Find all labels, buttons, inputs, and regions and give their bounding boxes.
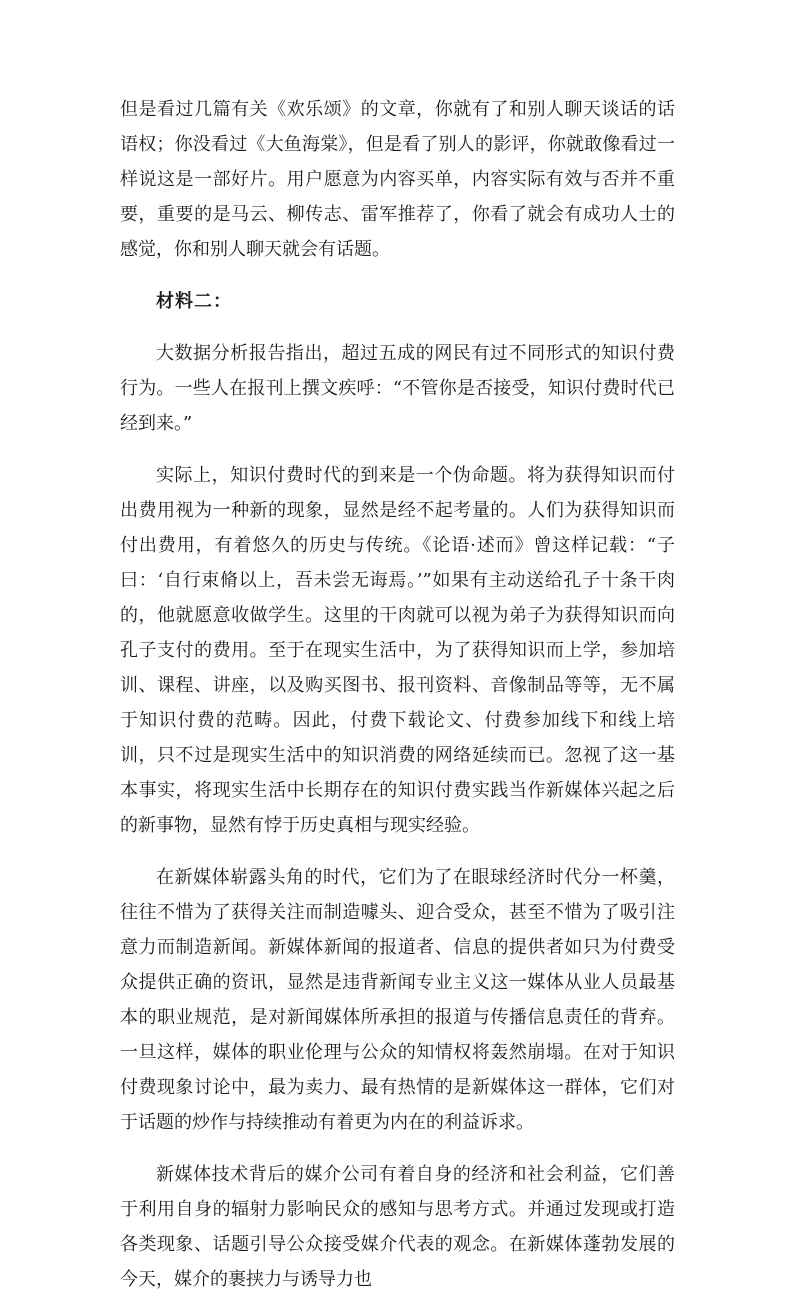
paragraph-big-data-report: 大数据分析报告指出，超过五成的网民有过不同形式的知识付费行为。一些人在报刊上撰文疾呼：“不管你是否接受，知识付费时代已经到来。” [120, 343, 675, 434]
paragraph-new-media-era: 在新媒体崭露头角的时代，它们为了在眼球经济时代分一杯羹，往往不惜为了获得关注而制造噱头、迎合受众，甚至不惜为了吸引注意力而制造新闻。新媒体新闻的报道者、信息的提供者如只为付费受众提供正确的资讯，显然是违背新闻专业主义这一媒体从业人员最基本的职业规范，是对新闻媒体所承担的报道与传播信息责任的背弃。一旦这样，媒体的职业伦理与公众的知情权将轰然崩塌。在对于知识付费现象讨论中，最为卖力、最有热情的是新媒体这一群体，它们对于话题的炒作与持续推动有着更为内在的利益诉求。 [120, 867, 675, 1133]
paragraph-continuation: 但是看过几篇有关《欢乐颂》的文章，你就有了和别人聊天谈话的话语权；你没看过《大鱼海棠》，但是看了别人的影评，你就敢像看过一样说这是一部好片。用户愿意为内容买单，内容实际有效与否并不重要，重要的是马云、柳传志、雷军推荐了，你看了就会有成功人士的感觉，你和别人聊天就会有话题。 [120, 99, 675, 260]
paragraph-media-companies: 新媒体技术背后的媒介公司有着自身的经济和社会利益，它们善于利用自身的辐射力影响民众的感知与思考方式。并通过发现或打造各类现象、话题引导公众接受媒介代表的观念。在新媒体蓬勃发展的今天，媒介的裹挟力与诱导力也 [120, 1164, 675, 1290]
document-body [120, 92, 675, 1314]
section-heading-material-two: 材料二： [156, 291, 232, 312]
paragraph-pseudo-proposition: 实际上，知识付费时代的到来是一个伪命题。将为获得知识而付出费用视为一种新的现象，显然是经不起考量的。人们为获得知识而付出费用，有着悠久的历史与传统。《论语·述而》曾这样记载：“子曰：‘自行束脩以上，吾未尝无诲焉。’”如果有主动送给孔子十条干肉的，他就愿意收做学生。这里的干肉就可以视为弟子为获得知识而向孔子支付的费用。至于在现实生活中，为了获得知识而上学，参加培训、课程、讲座，以及购买图书、报刊资料、音像制品等等，无不属于知识付费的范畴。因此，付费下载论文、付费参加线下和线上培训，只不过是现实生活中的知识消费的网络延续而已。忽视了这一基本事实，将现实生活中长期存在的知识付费实践当作新媒体兴起之后的新事物，显然有悖于历史真相与现实经验。 [120, 465, 675, 836]
